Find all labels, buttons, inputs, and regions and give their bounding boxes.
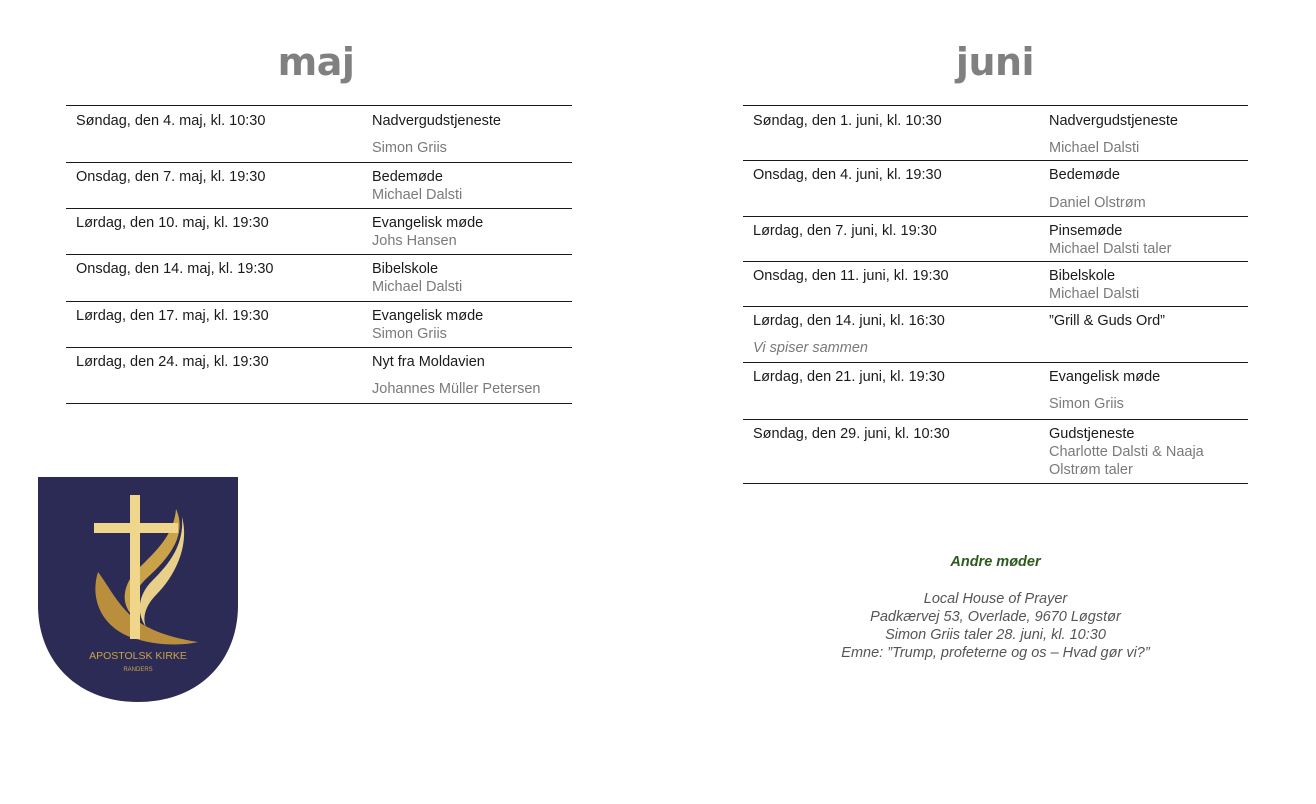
event-when: Onsdag, den 7. maj, kl. 19:30 (76, 169, 266, 185)
schedule-table-maj (66, 105, 572, 404)
event-info (1049, 307, 1248, 363)
event-speaker: Michael Dalsti (372, 279, 463, 295)
event-when: Lørdag, den 10. maj, kl. 19:30 (76, 215, 269, 231)
event-when: Lørdag, den 14. juni, kl. 16:30 (753, 313, 945, 329)
event-row (743, 217, 1248, 262)
event-info (372, 209, 572, 255)
event-title: Bedemøde (1049, 167, 1120, 183)
event-info (1049, 262, 1248, 307)
event-when: Onsdag, den 11. juni, kl. 19:30 (753, 268, 949, 284)
event-title: Evangelisk møde (1049, 369, 1161, 385)
month-title-maj: maj (277, 40, 355, 84)
event-row (66, 106, 572, 163)
event-title: Nadvergudstjeneste (1049, 113, 1178, 129)
event-row (743, 161, 1248, 217)
event-title: ”Grill & Guds Ord” (1049, 313, 1166, 329)
schedule-table-juni (743, 105, 1248, 484)
month-title-juni: juni (955, 40, 1035, 84)
event-row (66, 302, 572, 348)
event-title: Nyt fra Moldavien (372, 354, 485, 370)
event-speaker: Johannes Müller Petersen (372, 381, 541, 397)
event-info (1049, 106, 1248, 161)
event-speaker: Michael Dalsti (1049, 140, 1140, 156)
event-when: Lørdag, den 24. maj, kl. 19:30 (76, 354, 269, 370)
event-row (743, 420, 1248, 484)
event-row (66, 348, 572, 404)
event-row (743, 363, 1248, 420)
event-info (1049, 161, 1248, 217)
event-row (66, 209, 572, 255)
event-row (743, 307, 1248, 363)
event-speaker: Michael Dalsti (1049, 286, 1140, 302)
event-speaker: Daniel Olstrøm (1049, 195, 1146, 211)
event-title: Bedemøde (372, 169, 443, 185)
logo-city: RANDERS (123, 667, 153, 673)
event-info (372, 348, 572, 404)
event-when: Lørdag, den 17. maj, kl. 19:30 (76, 308, 269, 324)
church-logo (38, 477, 238, 702)
event-when: Onsdag, den 14. maj, kl. 19:30 (76, 261, 274, 277)
event-row (66, 163, 572, 209)
event-info (372, 163, 572, 209)
other-meetings-line: Local House of Prayer (923, 591, 1068, 607)
event-speaker: Johs Hansen (372, 233, 457, 249)
event-info (1049, 420, 1248, 484)
event-note: Vi spiser sammen (753, 340, 868, 356)
other-meetings-line: Padkærvej 53, Overlade, 9670 Løgstør (870, 609, 1121, 625)
event-speaker: Michael Dalsti taler (1049, 241, 1172, 257)
event-title: Bibelskole (1049, 268, 1116, 284)
event-title: Evangelisk møde (372, 215, 484, 231)
other-meetings-heading: Andre møder (950, 554, 1041, 570)
event-when-with-note (743, 307, 1049, 363)
event-when: Søndag, den 4. maj, kl. 10:30 (76, 113, 266, 129)
event-info (1049, 363, 1248, 420)
other-meetings-line: Emne: ”Trump, profeterne og os – Hvad gør vi?” (841, 645, 1150, 661)
event-title: Evangelisk møde (372, 308, 484, 324)
event-info (372, 255, 572, 302)
event-speaker: Simon Griis (372, 140, 447, 156)
event-speaker: Charlotte Dalsti & Naaja Olstrøm taler (1049, 444, 1204, 478)
event-speaker: Simon Griis (372, 326, 447, 342)
other-meetings (743, 553, 1248, 662)
logo-name: APOSTOLSK KIRKE (89, 650, 187, 662)
event-info (1049, 217, 1248, 262)
event-when: Søndag, den 1. juni, kl. 10:30 (753, 113, 942, 129)
event-when: Søndag, den 29. juni, kl. 10:30 (753, 426, 950, 442)
event-row (743, 262, 1248, 307)
event-row (66, 255, 572, 302)
event-row (743, 106, 1248, 161)
event-title: Gudstjeneste (1049, 426, 1135, 442)
event-speaker: Michael Dalsti (372, 187, 463, 203)
event-title: Nadvergudstjeneste (372, 113, 501, 129)
event-when: Lørdag, den 7. juni, kl. 19:30 (753, 223, 937, 239)
event-when: Onsdag, den 4. juni, kl. 19:30 (753, 167, 942, 183)
event-title: Bibelskole (372, 261, 439, 277)
event-speaker: Simon Griis (1049, 396, 1124, 412)
event-title: Pinsemøde (1049, 223, 1123, 239)
other-meetings-line: Simon Griis taler 28. juni, kl. 10:30 (885, 627, 1106, 643)
event-when: Lørdag, den 21. juni, kl. 19:30 (753, 369, 945, 385)
event-info (372, 302, 572, 348)
event-info (372, 106, 572, 163)
